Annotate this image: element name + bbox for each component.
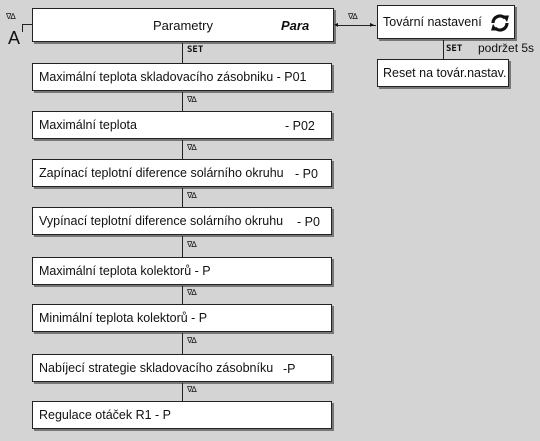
menu-nav-arrows: ∇∆ — [187, 95, 196, 104]
menu-item-label: Maximální teplota — [39, 118, 137, 132]
menu-item-p03[interactable] — [32, 159, 332, 187]
factory-reset-box[interactable] — [377, 59, 509, 87]
menu-connector — [182, 188, 183, 207]
menu-connector — [182, 236, 183, 257]
set-label: SET — [187, 45, 204, 55]
menu-item-label: Minimální teplota kolektorů - P — [39, 311, 208, 325]
menu-item-label: Nabíjecí strategie skladovacího zásobníku — [39, 361, 274, 375]
menu-item-p02[interactable] — [32, 111, 332, 139]
menu-item-code: - P02 — [285, 119, 315, 133]
menu-nav-arrows: ∇∆ — [187, 288, 196, 297]
menu-item-label: Zapínací teplotní diference solárního okruhu — [39, 166, 284, 180]
menu-connector — [182, 333, 183, 354]
menu-item-p01[interactable] — [32, 63, 332, 91]
factory-set-label: SET — [446, 44, 463, 54]
factory-settings-title: Tovární nastavení — [383, 15, 482, 29]
left-nav-arrows: ∇∆ — [6, 12, 15, 21]
menu-item-p07[interactable] — [32, 354, 332, 382]
menu-connector — [182, 286, 183, 304]
factory-reset-label: Reset na továr.nastav. — [383, 66, 507, 80]
menu-nav-arrows: ∇∆ — [187, 240, 196, 249]
menu-item-label: Maximální teplota skladovacího zásobniku - P01 — [39, 70, 307, 84]
menu-item-label: Regulace otáček R1 - P — [39, 408, 172, 422]
menu-nav-arrows: ∇∆ — [187, 191, 196, 200]
menu-nav-arrows: ∇∆ — [187, 143, 196, 152]
menu-item-p06[interactable] — [32, 304, 332, 332]
menu-item-p05[interactable] — [32, 257, 332, 285]
menu-nav-arrows: ∇∆ — [187, 336, 196, 345]
factory-hold-text: podržet 5s — [478, 41, 535, 55]
factory-set-connector — [443, 40, 444, 59]
parametry-header[interactable] — [32, 8, 334, 42]
page-title: Parametry — [153, 18, 213, 33]
set-connector — [182, 43, 183, 64]
header-link-right-arrow: ▸ — [370, 20, 375, 29]
header-link-left-arrow: ◂ — [334, 20, 339, 29]
refresh-icon — [488, 11, 512, 35]
page-abbr: Para — [281, 18, 310, 33]
menu-nav-arrows: ∇∆ — [187, 385, 196, 394]
factory-settings-box[interactable] — [377, 5, 515, 39]
menu-item-code: - P0 — [297, 215, 320, 229]
entry-label: A — [8, 28, 21, 48]
menu-item-p08[interactable] — [32, 401, 332, 429]
menu-connector — [182, 92, 183, 111]
menu-item-label: Maximální teplota kolektorů - P — [39, 264, 211, 278]
menu-item-label: Vypínací teplotní diference solárního okruhu — [39, 214, 284, 228]
menu-connector — [182, 140, 183, 159]
menu-item-p04[interactable] — [32, 207, 332, 235]
entry-connector-vertical — [22, 24, 23, 32]
header-link-arrows: ∇∆ — [348, 12, 357, 21]
menu-connector — [182, 383, 183, 401]
menu-item-code: -P — [283, 362, 296, 376]
menu-item-code: - P0 — [295, 167, 318, 181]
